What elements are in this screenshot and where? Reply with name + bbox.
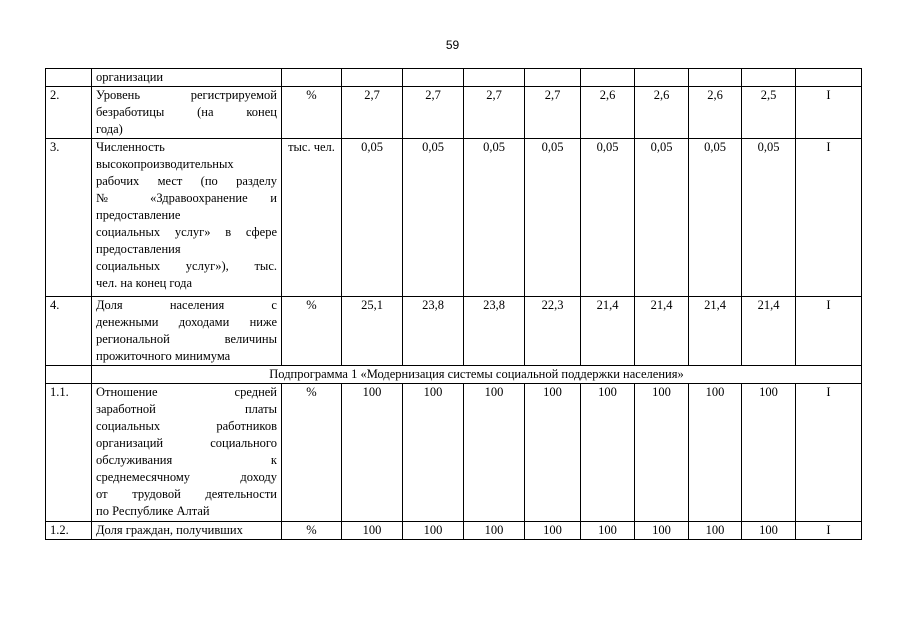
value-cell: 100	[635, 384, 689, 522]
row-number	[46, 69, 92, 87]
value-cell: 23,8	[403, 297, 464, 366]
indicator-name-line: Численность	[96, 140, 165, 154]
indicator-name-line: безработицы (на конец	[96, 105, 277, 119]
indicator-name-line: Отношение средней	[96, 385, 277, 399]
indicator-name-line: Уровень регистрируемой	[96, 88, 277, 102]
indicator-name-line: Доля граждан, получивших	[96, 523, 243, 537]
indicator-name-line: № «Здравоохранение и	[96, 191, 277, 205]
value-cell: 0,05	[342, 139, 403, 297]
indicator-name-line: предоставление	[96, 208, 181, 222]
value-cell: 0,05	[581, 139, 635, 297]
value-cell: 2,7	[525, 87, 581, 139]
table-row	[46, 87, 862, 139]
value-cell: 100	[403, 522, 464, 540]
row-number	[46, 366, 92, 384]
indicator-name-line: заработной платы	[96, 402, 277, 416]
value-cell: 100	[464, 384, 525, 522]
mark-cell: I	[796, 522, 862, 540]
value-cell: 0,05	[742, 139, 796, 297]
indicator-name-line: года)	[96, 122, 123, 136]
value-cell: 100	[581, 384, 635, 522]
value-cell: 100	[742, 384, 796, 522]
indicator-name-line: от трудовой деятельности	[96, 487, 277, 501]
indicator-name-line: по Республике Алтай	[96, 504, 210, 518]
indicator-name	[92, 522, 282, 540]
value-cell: 100	[464, 522, 525, 540]
unit-cell: %	[282, 522, 342, 540]
value-cell: 2,7	[342, 87, 403, 139]
value-cell: 21,4	[581, 297, 635, 366]
table-row	[46, 69, 862, 87]
value-cell: 21,4	[689, 297, 742, 366]
value-cell: 100	[403, 384, 464, 522]
row-number: 1.1.	[46, 384, 92, 522]
value-cell: 100	[525, 522, 581, 540]
indicators-table	[45, 68, 862, 540]
value-cell: 100	[689, 522, 742, 540]
value-cell: 0,05	[635, 139, 689, 297]
value-cell: 21,4	[635, 297, 689, 366]
indicator-name	[92, 87, 282, 139]
table-row	[46, 297, 862, 366]
indicator-name-line: региональной величины	[96, 332, 277, 346]
unit-cell: %	[282, 297, 342, 366]
indicator-name-line: обслуживания к	[96, 453, 277, 467]
row-number: 3.	[46, 139, 92, 297]
row-number: 4.	[46, 297, 92, 366]
value-cell: 0,05	[689, 139, 742, 297]
table-row	[46, 384, 862, 522]
unit-cell: тыс. чел.	[282, 139, 342, 297]
mark-cell: I	[796, 384, 862, 522]
value-cell: 100	[581, 522, 635, 540]
value-cell: 100	[342, 522, 403, 540]
value-cell: 25,1	[342, 297, 403, 366]
indicator-name-line: денежными доходами ниже	[96, 315, 277, 329]
row-number: 2.	[46, 87, 92, 139]
unit-cell: %	[282, 87, 342, 139]
subprogram-title: Подпрограмма 1 «Модернизация системы социальной поддержки населения»	[92, 366, 862, 384]
value-cell	[525, 69, 581, 87]
indicator-name-line: рабочих мест (по разделу	[96, 174, 277, 188]
value-cell	[635, 69, 689, 87]
value-cell	[342, 69, 403, 87]
mark-cell: I	[796, 297, 862, 366]
indicator-name-line: предоставления	[96, 242, 181, 256]
value-cell: 2,7	[403, 87, 464, 139]
value-cell: 100	[342, 384, 403, 522]
value-cell: 2,7	[464, 87, 525, 139]
value-cell: 100	[742, 522, 796, 540]
value-cell	[282, 69, 342, 87]
indicator-name-line: социальных работников	[96, 419, 277, 433]
value-cell: 0,05	[525, 139, 581, 297]
value-cell: 100	[525, 384, 581, 522]
indicator-name-line: организаций социального	[96, 436, 277, 450]
indicator-name-line: чел. на конец года	[96, 276, 193, 290]
value-cell: 2,6	[689, 87, 742, 139]
unit-cell: %	[282, 384, 342, 522]
value-cell	[742, 69, 796, 87]
page-number: 59	[445, 38, 460, 52]
value-cell: 100	[689, 384, 742, 522]
row-number: 1.2.	[46, 522, 92, 540]
value-cell: 2,6	[581, 87, 635, 139]
value-cell	[403, 69, 464, 87]
indicator-name-line: социальных услуг»), тыс.	[96, 259, 277, 273]
indicator-name	[92, 297, 282, 366]
value-cell: 0,05	[464, 139, 525, 297]
indicator-name-line: социальных услуг» в сфере	[96, 225, 277, 239]
value-cell: 0,05	[403, 139, 464, 297]
table-row	[46, 522, 862, 540]
indicator-name	[92, 139, 282, 297]
table-row	[46, 139, 862, 297]
indicator-name-line: высокопроизводительных	[96, 157, 234, 171]
value-cell: 23,8	[464, 297, 525, 366]
indicator-name-line: прожиточного минимума	[96, 349, 231, 363]
mark-cell: I	[796, 87, 862, 139]
value-cell: 22,3	[525, 297, 581, 366]
value-cell	[796, 69, 862, 87]
value-cell	[464, 69, 525, 87]
value-cell	[581, 69, 635, 87]
value-cell: 2,5	[742, 87, 796, 139]
value-cell: 100	[635, 522, 689, 540]
value-cell	[689, 69, 742, 87]
value-cell: 2,6	[635, 87, 689, 139]
value-cell: 21,4	[742, 297, 796, 366]
indicator-name-line: среднемесячному доходу	[96, 470, 277, 484]
subprogram-row	[46, 366, 862, 384]
mark-cell: I	[796, 139, 862, 297]
indicator-name: организации	[92, 69, 282, 87]
indicator-name	[92, 384, 282, 522]
indicator-name-line: Доля населения с	[96, 298, 277, 312]
